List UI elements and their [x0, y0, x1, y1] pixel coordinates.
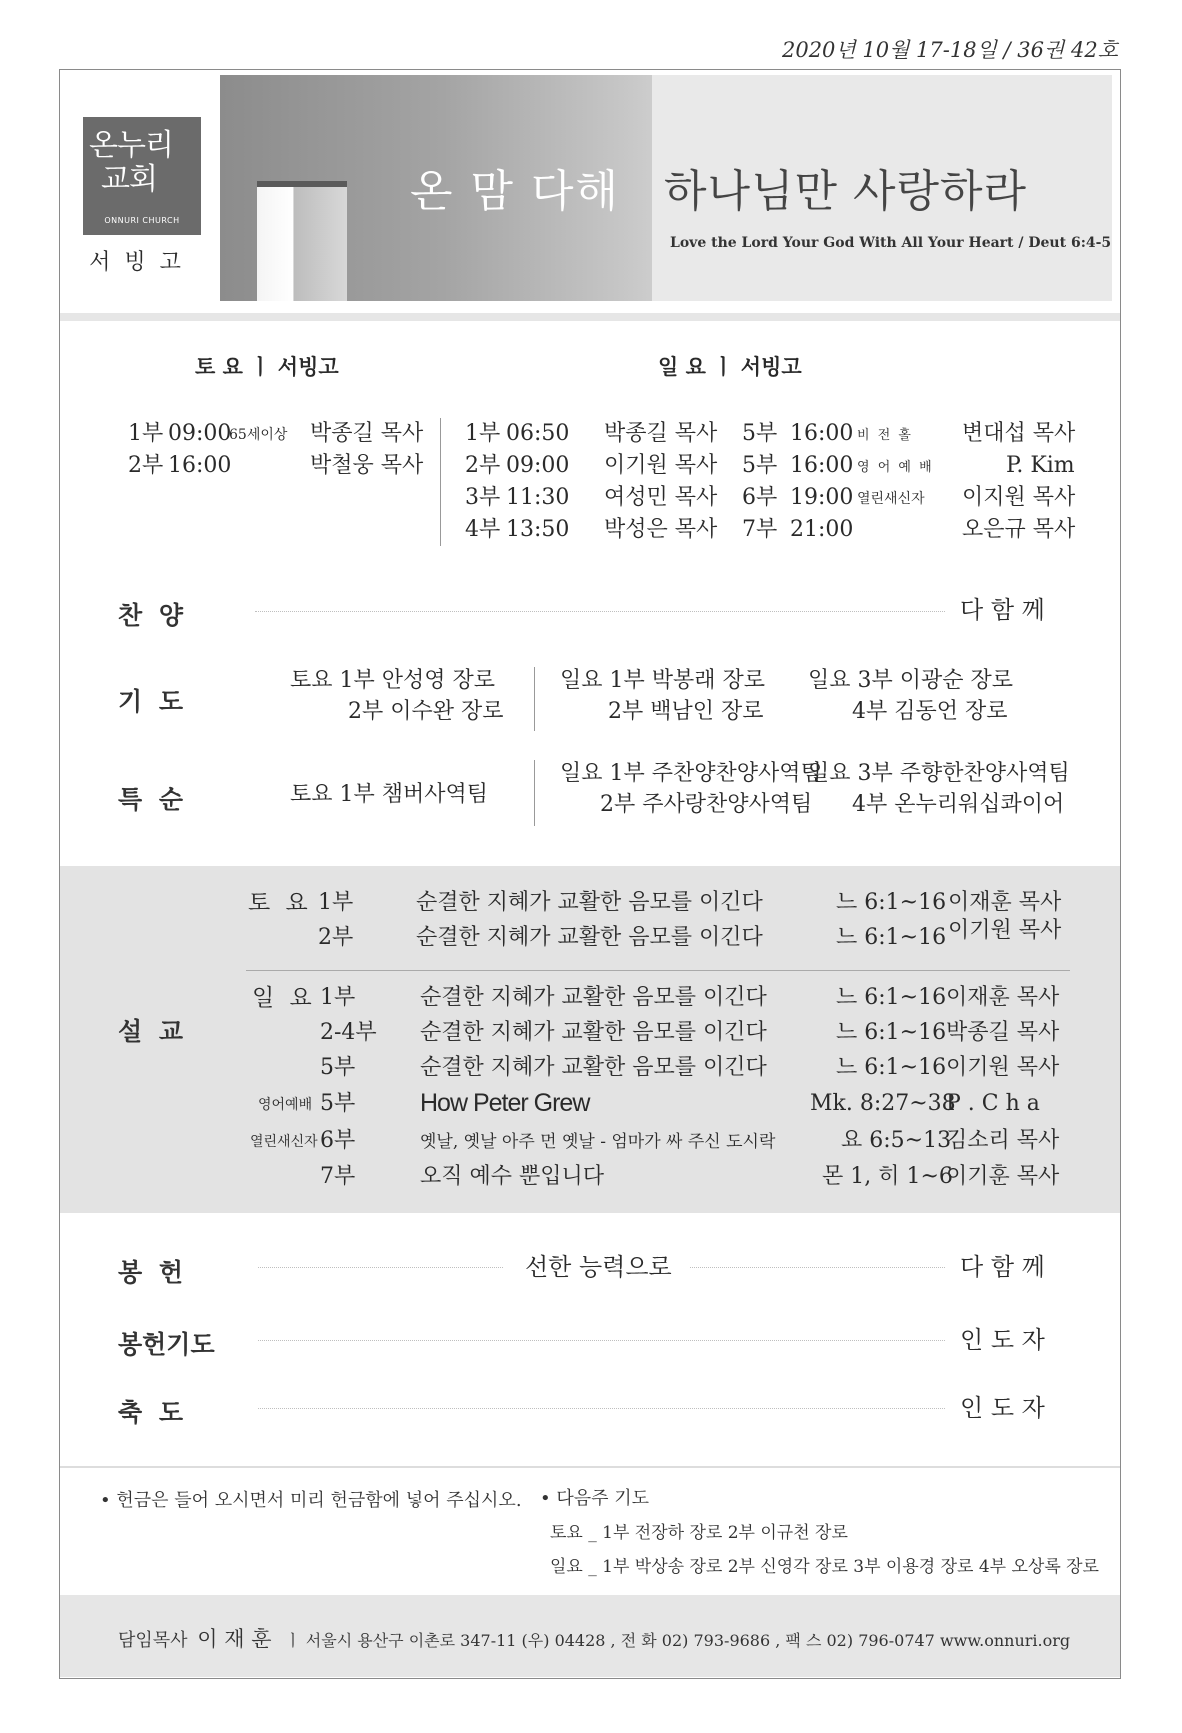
sunday-header: 일 요 ㅣ 서빙고: [658, 355, 802, 379]
sermon-ref: Mk. 8:27~38: [810, 1091, 956, 1116]
special-sat: 토요 1부 챔버사역팀: [290, 782, 488, 807]
pastor-label: 담임목사: [118, 1630, 188, 1651]
service-part: 3부: [465, 485, 501, 510]
offering-prayer-dots: [258, 1340, 945, 1341]
sermon-part: 7부: [320, 1164, 356, 1189]
offering-label: 봉 헌: [118, 1258, 188, 1287]
service-leader: 박종길 목사: [604, 421, 718, 446]
service-time: 16:00: [168, 453, 232, 478]
sermon-title: 순결한 지혜가 교활한 음모를 이긴다: [416, 890, 763, 915]
service-leader: 박성은 목사: [604, 517, 718, 542]
sermon-label: 설 교: [118, 1017, 188, 1046]
prayer-divider: [534, 667, 535, 731]
sermon-preacher: 이기원 목사: [948, 918, 1062, 943]
sermon-tag: 열린새신자: [250, 1134, 318, 1150]
special-sun-1: 일요 1부 주찬양찬양사역팀: [560, 761, 822, 786]
offering-prayer-who: 인 도 자: [960, 1326, 1045, 1354]
prayer-sat-1: 토요 1부 안성영 장로: [290, 668, 495, 693]
service-part: 2부: [128, 453, 164, 478]
service-leader: P. Kim: [1006, 453, 1075, 478]
theme-banner: [220, 75, 1112, 301]
service-part: 5부: [742, 453, 778, 478]
sermon-part: 1부: [320, 985, 356, 1010]
prayer-sat-2: 2부 이수완 장로: [348, 699, 504, 724]
service-part: 5부: [742, 421, 778, 446]
special-sun-4: 4부 온누리워십콰이어: [852, 792, 1065, 817]
sermon-ref: 느 6:1~16: [836, 985, 947, 1010]
service-note: 비 전 홀: [857, 428, 913, 443]
service-time: 16:00: [790, 453, 854, 478]
service-time: 11:30: [506, 485, 570, 510]
service-leader: 이기원 목사: [604, 453, 718, 478]
service-time: 19:00: [790, 485, 854, 510]
service-note: 65세이상: [229, 427, 288, 443]
sermon-title: 순결한 지혜가 교활한 음모를 이긴다: [420, 985, 767, 1010]
service-part: 7부: [742, 517, 778, 542]
service-time: 09:00: [168, 421, 232, 446]
service-leader: 박철웅 목사: [310, 453, 424, 478]
prayer-sun-4: 4부 김동언 장로: [852, 699, 1008, 724]
service-part: 6부: [742, 485, 778, 510]
service-time: 21:00: [790, 517, 854, 542]
notes-rule: [60, 1466, 1120, 1468]
pastor-name: 이 재 훈: [197, 1627, 272, 1651]
sermon-preacher: 박종길 목사: [946, 1020, 1060, 1045]
sermon-ref: 느 6:1~16: [836, 925, 947, 950]
banner-subtitle: Love the Lord Your God With All Your Heart / Deut 6:4-5: [670, 235, 1112, 251]
building-illustration: [257, 187, 347, 301]
banner-title-left: 온 맘 다해: [410, 166, 620, 217]
sermon-ref: 요 6:5~13: [841, 1128, 952, 1153]
service-leader: 여성민 목사: [604, 485, 718, 510]
sermon-part: 5부: [320, 1091, 356, 1116]
service-part: 1부: [465, 421, 501, 446]
saturday-header: 토 요 ㅣ 서빙고: [195, 355, 339, 379]
sermon-sun-label: 일 요: [252, 985, 316, 1011]
sermon-ref: 느 6:1~16: [836, 890, 947, 915]
service-leader: 변대섭 목사: [962, 421, 1076, 446]
sermon-part: 2-4부: [320, 1020, 377, 1045]
issue-date: 2020년 10월 17-18일 / 36권 42호: [781, 38, 1118, 62]
special-sun-2: 2부 주사랑찬양사역팀: [600, 792, 813, 817]
church-logo: [83, 117, 201, 235]
sermon-preacher: 이기훈 목사: [946, 1164, 1060, 1189]
offering-song: 선한 능력으로: [525, 1253, 672, 1281]
service-note: 열린새신자: [857, 491, 925, 507]
sermon-part: 1부: [318, 890, 354, 915]
hymn-leader-dots: [255, 611, 945, 612]
prayer-sun-2: 2부 백남인 장로: [608, 699, 764, 724]
service-leader: 이지원 목사: [962, 485, 1076, 510]
service-time: 16:00: [790, 421, 854, 446]
sermon-sat-label: 토 요: [248, 890, 312, 916]
sermon-title: 순결한 지혜가 교활한 음모를 이긴다: [420, 1020, 767, 1045]
logo-korean: 온누리 교회: [89, 128, 173, 197]
sermon-preacher: 이기원 목사: [946, 1055, 1060, 1080]
header-rule: [60, 313, 1120, 321]
service-part: 4부: [465, 517, 501, 542]
service-note: 영 어 예 배: [857, 460, 934, 475]
hymn-who: 다 함 께: [960, 596, 1045, 624]
sermon-part: 5부: [320, 1055, 356, 1080]
service-time: 13:50: [506, 517, 570, 542]
service-time: 09:00: [506, 453, 570, 478]
sermon-ref: 몬 1, 히 1~6: [822, 1164, 953, 1189]
branch-name: 서빙고: [89, 250, 195, 275]
sermon-title: How Peter Grew: [420, 1089, 590, 1117]
footer-info: [118, 1623, 1070, 1653]
prayer-label: 기 도: [118, 687, 188, 716]
hymn-label: 찬 양: [118, 601, 188, 630]
sermon-part: 6부: [320, 1128, 356, 1153]
special-label: 특 순: [118, 785, 188, 814]
service-leader: 박종길 목사: [310, 421, 424, 446]
prayer-sun-3: 일요 3부 이광순 장로: [808, 668, 1013, 693]
offering-note: • 헌금은 들어 오시면서 미리 헌금함에 넣어 주십시오.: [100, 1490, 522, 1511]
offering-dots-right: [690, 1267, 945, 1268]
next-prayer-sat: 토요 _ 1부 전장하 장로 2부 이규천 장로: [550, 1523, 848, 1543]
logo-english: ONNURI CHURCH: [104, 216, 180, 225]
sermon-title: 순결한 지혜가 교활한 음모를 이긴다: [420, 1055, 767, 1080]
benediction-who: 인 도 자: [960, 1394, 1045, 1422]
prayer-sun-1: 일요 1부 박봉래 장로: [560, 668, 765, 693]
benediction-dots: [258, 1408, 945, 1409]
benediction-label: 축 도: [118, 1398, 188, 1427]
service-time: 06:50: [506, 421, 570, 446]
service-leader: 오은규 목사: [962, 517, 1076, 542]
sermon-preacher: 이재훈 목사: [948, 890, 1062, 915]
church-contact: ㅣ 서울시 용산구 이촌로 347-11 (우) 04428 , 전 화 02) 793-9686 , 팩 스 02) 796-0747 www.onnuri.org: [285, 1631, 1071, 1650]
special-sun-3: 일요 3부 주향한찬양사역팀: [808, 761, 1070, 786]
sermon-title: 오직 예수 뿐입니다: [420, 1164, 605, 1189]
sermon-ref: 느 6:1~16: [836, 1020, 947, 1045]
sermon-title: 순결한 지혜가 교활한 음모를 이긴다: [416, 925, 763, 950]
offering-prayer-label: 봉헌기도: [118, 1330, 215, 1359]
sermon-preacher: 김소리 목사: [946, 1128, 1060, 1153]
service-part: 2부: [465, 453, 501, 478]
offering-who: 다 함 께: [960, 1253, 1045, 1281]
sermon-preacher: 이재훈 목사: [946, 985, 1060, 1010]
service-part: 1부: [128, 421, 164, 446]
next-prayer-title: • 다음주 기도: [540, 1488, 650, 1509]
sermon-preacher: P . C h a: [946, 1091, 1040, 1116]
sermon-part: 2부: [318, 925, 354, 950]
special-divider: [534, 760, 535, 826]
banner-title-right: 하나님만 사랑하라: [664, 166, 1028, 217]
next-prayer-sun: 일요 _ 1부 박상송 장로 2부 신영각 장로 3부 이용경 장로 4부 오상록 장로: [550, 1557, 1099, 1577]
sermon-ref: 느 6:1~16: [836, 1055, 947, 1080]
offering-dots-left: [258, 1267, 503, 1268]
sermon-divider: [246, 970, 1070, 971]
sermon-tag: 영어예배: [258, 1097, 313, 1113]
schedule-divider: [440, 418, 441, 546]
sermon-title: 옛날, 옛날 아주 먼 옛날 - 엄마가 싸 주신 도시락: [420, 1132, 776, 1152]
